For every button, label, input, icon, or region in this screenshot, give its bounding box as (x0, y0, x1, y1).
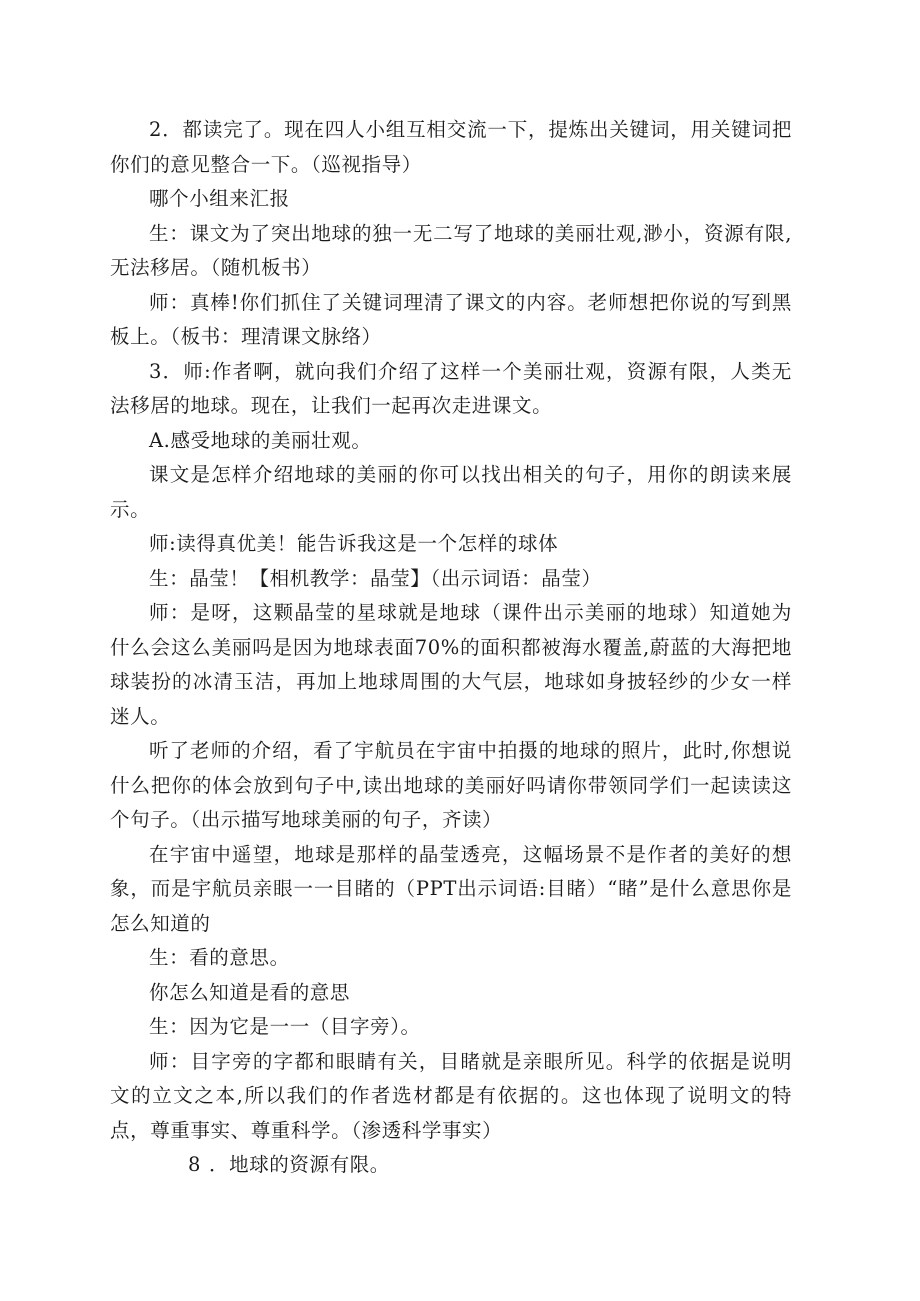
paragraph-16: 师：目字旁的字都和眼睛有关，目睹就是亲眼所见。科学的依据是说明文的立文之本,所以我们的作者选材都是有依据的。这也体现了说明文的特点，尊重事实、尊重科学。（渗透科学事实） (110, 1049, 792, 1142)
list-item-resources (110, 1148, 792, 1183)
paragraph-8: 师:读得真优美！能告诉我这是一个怎样的球体 (149, 532, 559, 555)
paragraph-7: 课文是怎样介绍地球的美丽的你可以找出相关的句子，用你的朗读来展示。 (110, 463, 792, 521)
paragraph-11: 听了老师的介绍，看了宇航员在宇宙中拍摄的地球的照片，此时,你想说什么把你的体会放到句子中,读出地球的美丽好吗请你带领同学们一起读读这个句子。（出示描写地球美丽的句子，齐读） (110, 739, 792, 831)
document-body (110, 113, 792, 1183)
paragraph-15: 生：因为它是一一（目字旁）。 (149, 1015, 421, 1038)
paragraph-1: 2．都读完了。现在四人小组互相交流一下，提炼出关键词，用关键词把你们的意见整合一下。（巡视指导） (110, 118, 792, 176)
paragraph-12: 在宇宙中遥望，地球是那样的晶莹透亮，这幅场景不是作者的美好的想象，而是宇航员亲眼一一目睹的（PPT出示词语:目睹）“睹”是什么意思你是怎么知道的 (110, 842, 792, 935)
paragraph-14: 你怎么知道是看的意思 (149, 980, 351, 1004)
paragraph-5: 3．师:作者啊，就向我们介绍了这样一个美丽壮观，资源有限，人类无法移居的地球。现在，让我们一起再次走进课文。 (110, 359, 792, 417)
paragraph-6: A.感受地球的美丽壮观。 (149, 428, 372, 452)
list-item-text: ．地球的资源有限。 (209, 1153, 390, 1176)
paragraph-10: 师：是呀，这颗晶莹的星球就是地球（课件出示美丽的地球）知道她为什么会这么美丽吗是因为地球表面70%的面积都被海水覆盖,蔚蓝的大海把地球装扮的冰清玉洁，再加上地球周围的大气层，地球如身披轻纱的少女一样迷人。 (110, 601, 792, 728)
paragraph-9: 生：晶莹！【相机教学：晶莹】（出示词语：晶莹） (149, 566, 602, 590)
paragraph-4: 师：真棒!你们抓住了关键词理清了课文的内容。老师想把你说的写到黑板上。（板书：理清课文脉络） (110, 290, 792, 348)
paragraph-2: 哪个小组来汇报 (149, 187, 290, 210)
list-item-number: 8 (188, 1153, 202, 1176)
paragraph-3: 生：课文为了突出地球的独一无二写了地球的美丽壮观,渺小，资源有限,无法移居。（随机板书） (110, 221, 792, 279)
paragraph-13: 生：看的意思。 (149, 946, 290, 969)
